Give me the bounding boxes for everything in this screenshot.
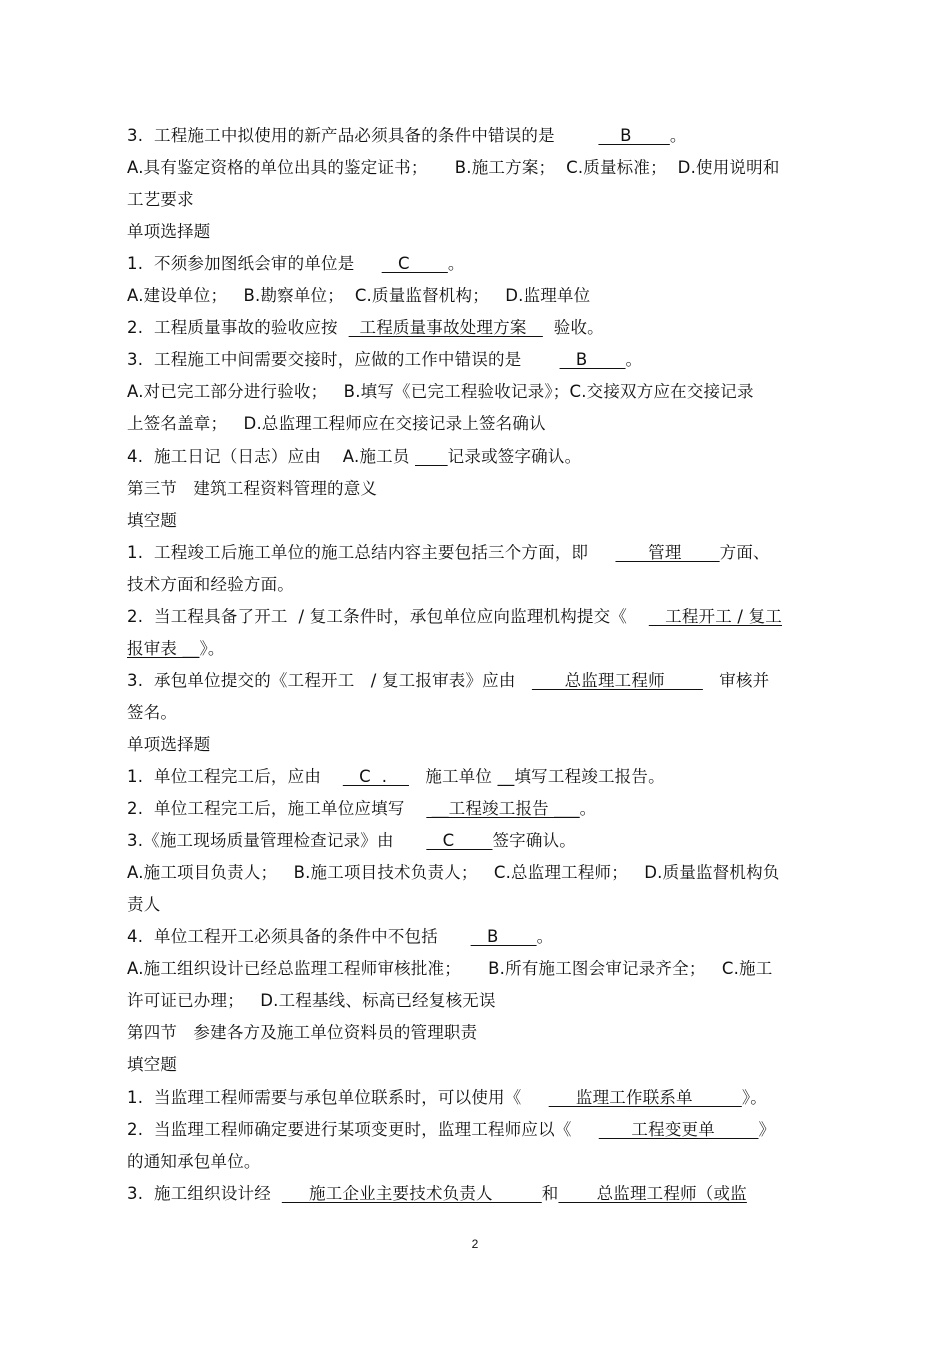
text-line <box>127 926 553 948</box>
text-line <box>127 670 769 692</box>
text-segment: 的通知承包单位。 <box>127 1151 261 1171</box>
answer-blank: 总监理工程师（或监 <box>558 1183 747 1203</box>
text-segment: 。 <box>669 126 687 145</box>
text-line <box>127 478 377 500</box>
text-line <box>127 125 687 147</box>
text-segment: 。 <box>447 254 465 274</box>
text-segment: 填空题 <box>127 1055 178 1075</box>
text-line <box>127 862 780 884</box>
text-segment: 技术方面和经验方面。 <box>127 574 294 594</box>
text-line <box>127 894 160 916</box>
answer-blank: C <box>426 831 493 851</box>
text-line <box>127 189 194 211</box>
text-segment: A.建设单位； B.勘察单位； C.质量监督机构； D.监理单位 <box>127 286 591 306</box>
text-line <box>127 157 780 179</box>
answer-blank: 报审表 __ <box>127 638 200 658</box>
text-segment: 工艺要求 <box>127 190 194 210</box>
text-line <box>127 1119 775 1141</box>
text-line <box>127 574 294 596</box>
text-segment: A.施工组织设计已经总监理工程师审核批准； B.所有施工图会审记录齐全； C.施工 <box>127 959 773 979</box>
text-segment: 。 <box>536 927 554 947</box>
text-line <box>127 510 177 532</box>
text-segment: A.具有鉴定资格的单位出具的鉴定证书； B.施工方案； C.质量标准； D.使用说明和 <box>127 158 780 178</box>
text-line <box>127 253 465 275</box>
answer-blank <box>415 447 448 466</box>
text-segment: 》。 <box>741 1087 767 1107</box>
text-line <box>127 798 596 820</box>
text-segment: 1. 不须参加图纸会审的单位是 <box>127 254 382 274</box>
text-segment: 2. 当工程具备了开工 / 复工条件时，承包单位应向监理机构提交《 <box>127 606 649 626</box>
text-segment: 填空题 <box>127 510 178 530</box>
text-segment: 1. 当监理工程师需要与承包单位联系时，可以使用《 <box>127 1087 549 1107</box>
text-line <box>127 958 772 980</box>
answer-blank: 监理工作联系单 <box>548 1087 742 1107</box>
text-segment: 记录或签字确认。 <box>447 446 582 466</box>
text-line <box>127 349 642 371</box>
answer-blank: 管理 <box>615 542 720 562</box>
answer-blank: 工程质量事故处理方案 <box>348 318 543 338</box>
text-line <box>127 285 590 307</box>
text-line <box>127 830 576 852</box>
text-line <box>127 766 665 788</box>
text-line <box>127 413 546 435</box>
text-line <box>127 638 225 660</box>
text-segment: A.对已完工部分进行验收； B.填写《已完工程验收记录》；C.交接双方应在交接记录 <box>127 382 754 402</box>
text-segment: 3. 施工组织设计经 <box>127 1183 282 1203</box>
answer-blank: 总监理工程师 <box>531 670 703 690</box>
text-line <box>127 1183 747 1205</box>
text-segment: 许可证已办理； D.工程基线、标高已经复核无误 <box>127 991 496 1011</box>
text-segment: 4. 单位工程开工必须具备的条件中不包括 <box>127 927 471 947</box>
text-line <box>127 1022 477 1044</box>
text-line <box>127 1151 261 1173</box>
text-line <box>127 734 211 756</box>
answer-blank: B <box>559 350 626 370</box>
text-segment: 2. 单位工程完工后，施工单位应填写 <box>127 799 427 819</box>
text-segment: 3. 工程施工中拟使用的新产品必须具备的条件中错误的是 <box>127 126 599 145</box>
text-line <box>127 542 770 564</box>
text-segment: 3. 工程施工中间需要交接时，应做的工作中错误的是 <box>127 350 560 370</box>
text-segment: 第三节 建筑工程资料管理的意义 <box>127 478 378 498</box>
text-segment: 单项选择题 <box>127 734 211 754</box>
text-segment: 》 <box>758 1119 776 1139</box>
answer-blank: B <box>470 927 537 947</box>
text-segment: 审核并 <box>702 670 770 690</box>
text-segment: 签字确认。 <box>492 831 576 851</box>
text-segment: 和 <box>541 1183 559 1203</box>
text-line <box>127 381 754 403</box>
text-segment: 上签名盖章； D.总监理工程师应在交接记录上签名确认 <box>127 414 546 434</box>
answer-blank: C <box>381 254 448 274</box>
text-segment: 施工单位 __填写工程竣工报告。 <box>408 767 665 786</box>
text-line <box>127 317 604 339</box>
text-line <box>127 1054 177 1076</box>
text-segment: 责人 <box>127 895 161 915</box>
text-segment: 第四节 参建各方及施工单位资料员的管理职责 <box>127 1023 478 1043</box>
text-line <box>127 990 496 1012</box>
text-segment: 。 <box>579 799 597 819</box>
text-segment: 验收。 <box>542 318 604 338</box>
page-number: 2 <box>471 1237 479 1251</box>
text-segment: 单项选择题 <box>127 222 211 242</box>
text-segment: 签名。 <box>127 702 178 722</box>
answer-blank: 工程开工 / 复工 <box>648 606 782 626</box>
text-segment: 2. 当监理工程师确定要进行某项变更时，监理工程师应以《 <box>127 1119 599 1139</box>
text-line <box>127 221 211 243</box>
text-segment: 4. 施工日记（日志）应由 A.施工员 <box>127 446 415 466</box>
answer-blank: 施工企业主要技术负责人 <box>281 1183 542 1203</box>
text-segment: 3. 承包单位提交的《工程开工 / 复工报审表》应由 <box>127 670 532 690</box>
answer-blank: __工程竣工报告 ___ <box>426 799 580 819</box>
text-segment: 方面、 <box>719 542 770 562</box>
text-segment: 3.《施工现场质量管理检查记录》由 <box>127 831 427 851</box>
text-segment: 1. 工程竣工后施工单位的施工总结内容主要包括三个方面，即 <box>127 542 616 562</box>
text-segment: 2. 工程质量事故的验收应按 <box>127 318 349 338</box>
text-line <box>127 1087 767 1109</box>
answer-blank: B <box>598 126 670 145</box>
text-line <box>127 446 581 468</box>
text-segment: A.施工项目负责人； B.施工项目技术负责人； C.总监理工程师； D.质量监督机构负 <box>127 863 780 883</box>
text-segment: 》。 <box>199 638 225 658</box>
text-line <box>127 606 782 628</box>
answer-blank: C . <box>342 767 409 786</box>
text-segment: 。 <box>625 350 643 370</box>
answer-blank: 工程变更单 <box>598 1119 759 1139</box>
text-segment: 1. 单位工程完工后，应由 <box>127 767 343 786</box>
text-line <box>127 702 177 724</box>
